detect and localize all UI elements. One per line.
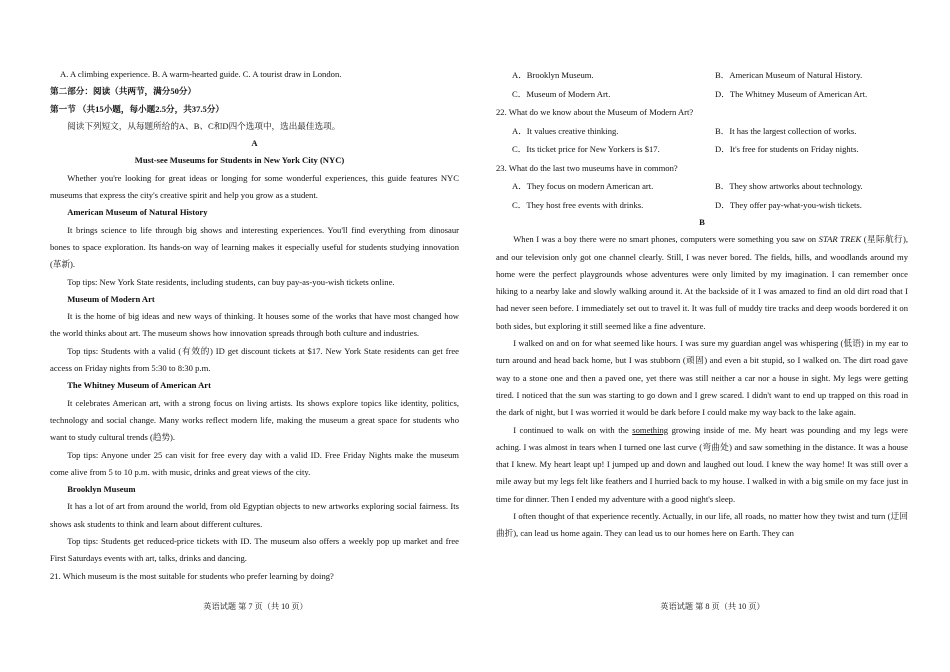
q23-option-d: D．They offer pay-what-you-wish tickets.: [715, 199, 862, 210]
museum-2-desc: It is the home of big ideas and new ways of thinking. It houses some of the works that have most changed how the world thinks about art. The museum shows how innovation spreads through both culture and industries.: [50, 311, 459, 339]
q22-options-row-1: [496, 122, 908, 141]
q22-option-d: D．It's free for students on Friday nights.: [715, 144, 859, 154]
museum-2-tips: Top tips: Students with a valid (有效的) ID get discount tickets at $17. New York State residents can get free access on Friday nights from 5:30 to 8:30 p.m.: [50, 345, 459, 374]
q22-option-c: C．Its ticket price for New Yorkers is $17.: [512, 144, 660, 154]
museum-1-desc: It brings science to life through big shows and interesting experiences. You'll find everything from dinosaur bones to space exploration. Its hands-on way of learning makes it especially useful for students studying innovation (革新).: [50, 224, 459, 270]
museum-1-name: American Museum of Natural History: [67, 207, 208, 218]
museum-2-name: Museum of Modern Art: [67, 293, 155, 304]
q22-option-a: A．It values creative thinking.: [512, 125, 619, 136]
q21-options-row-2: [496, 85, 908, 104]
story-paragraph-2: I walked on and on for what seemed like hours. I was sure my guardian angel was whispering (低语) in my ear to turn around and head back home, but I was stubborn (顽固) and even a bit stupid, so I walked on. The dirt road gave way to a stone one and then a paved one, yet there was still neither a car nor a house in sight. My legs were getting tired. I noticed that the sun was starting to go down and I grew scared. I didn't want to end up trapped on this road in the dark of night, but I was worried it would be dark before I could make my way back to the lake again.: [496, 338, 908, 418]
q23-option-a: A．They focus on modern American art.: [512, 181, 654, 191]
q22-options-row-2: [496, 140, 908, 159]
q23-option-c: C．They host free events with drinks.: [512, 199, 644, 210]
right-page: [475, 0, 950, 672]
museum-1-tips: Top tips: New York State residents, including students, can buy pay-as-you-wish tickets online.: [67, 276, 395, 287]
question-22: 22. What do we know about the Museum of Modern Art?: [496, 107, 694, 117]
question-23: 23. What do the last two museums have in common?: [496, 162, 678, 173]
museum-4-tips: Top tips: Students get reduced-price tickets with ID. The museum also offers a weekly pop up market and free First Saturdays events with art, talks, drinks and dancing.: [50, 536, 459, 564]
q21-option-b: B．American Museum of Natural History.: [715, 70, 863, 80]
page-footer-left: 英语试题 第 7 页（共 10 页）: [203, 602, 308, 611]
passage-label-b: B: [699, 217, 705, 227]
museum-4-desc: It has a lot of art from around the world, from old Egyptian objects to new artworks exploring social fairness. Its shows ask students to think and learn about different cultures.: [50, 501, 459, 529]
museum-3-name: The Whitney Museum of American Art: [67, 380, 211, 391]
q22-option-b: B．It has the largest collection of works.: [715, 125, 857, 136]
q23-options-row-1: [496, 177, 908, 196]
q20-options: A. A climbing experience. B. A warm-hearted guide. C. A tourist draw in London.: [60, 69, 342, 79]
part-title: 第二部分：阅读（共两节，满分50分）: [50, 86, 197, 97]
q21-option-d: D．The Whitney Museum of American Art.: [715, 88, 868, 99]
question-21: 21. Which museum is the most suitable for students who prefer learning by doing?: [50, 570, 334, 581]
section-title: 第一节 （共15小题，每小题2.5分，共37.5分）: [50, 103, 225, 114]
story-paragraph-1: When I was a boy there were no smart phones, computers were something you saw on STAR TREK (星际航行), and our television only got one channel clearly. Still, I was never bored. The fields, hills, and woodlands around my home were the perfect playgrounds whose adventures were only limited by my imagination. I can remember once hiking to a nearby lake and slowly walking around it. At the backside of it I was amazed to find an old dirt road that I had never seen before. I immediately set out to travel it. It was full of muddy tire tracks and deep woods bordered it on both sides, but exploring it still seemed like a fine adventure.: [496, 234, 908, 331]
q23-option-b: B．They show artworks about technology.: [715, 181, 863, 191]
q21-options-row-1: [496, 66, 908, 85]
q23-options-row-2: [496, 196, 908, 215]
q21-option-a: A．Brooklyn Museum.: [512, 70, 594, 80]
intro-paragraph: Whether you're looking for great ideas or longing for some wonderful experiences, this guide features NYC museums that express the city's creative spirit and help you grow as a student.: [50, 172, 459, 201]
museum-3-desc: It celebrates American art, with a strong focus on living artists. Its shows explore topics like identity, politics, technology and social change. Many works reflect modern life, making the museum a great space for students who want to study cultural trends (趋势).: [50, 397, 459, 443]
underlined-word: something: [632, 424, 669, 435]
passage-title: Must-see Museums for Students in New York City (NYC): [134, 155, 345, 166]
page-footer-right: 英语试题 第 8 页（共 10 页）: [660, 602, 765, 611]
q21-option-c: C．Museum of Modern Art.: [512, 88, 611, 99]
museum-3-tips: Top tips: Anyone under 25 can visit for free every day with a valid ID. Free Friday Nights make the museum come alive from 5 to 10 p.m. with music, drinks and great views of the city.: [50, 449, 459, 477]
story-paragraph-3: I continued to walk on with the something growing inside of me. My heart was pounding and my legs were aching. I was almost in tears when I turned one last curve (弯曲处) and saw something in the distance. It was a house that I knew. My heart leapt up! I jumped up and down and laughed out loud. I knew the way home! It was still over a mile away but my legs felt like feathers and I hurried back to my house. I walked in with a big smile on my face just in time for dinner. Then I ended my adventure with a good night's sleep.: [496, 424, 908, 504]
story-paragraph-4: I often thought of that experience recently. Actually, in our life, all roads, no matter how they twist and turn (迂回曲折), can lead us home again. They can lead us to our homes here on Earth. They can: [496, 511, 908, 539]
passage-label-a: A: [251, 138, 258, 149]
museum-4-name: Brooklyn Museum: [67, 484, 136, 495]
instruction: 阅读下列短文，从每题所给的A、B、C和D四个选项中，选出最佳选项。: [67, 120, 341, 131]
